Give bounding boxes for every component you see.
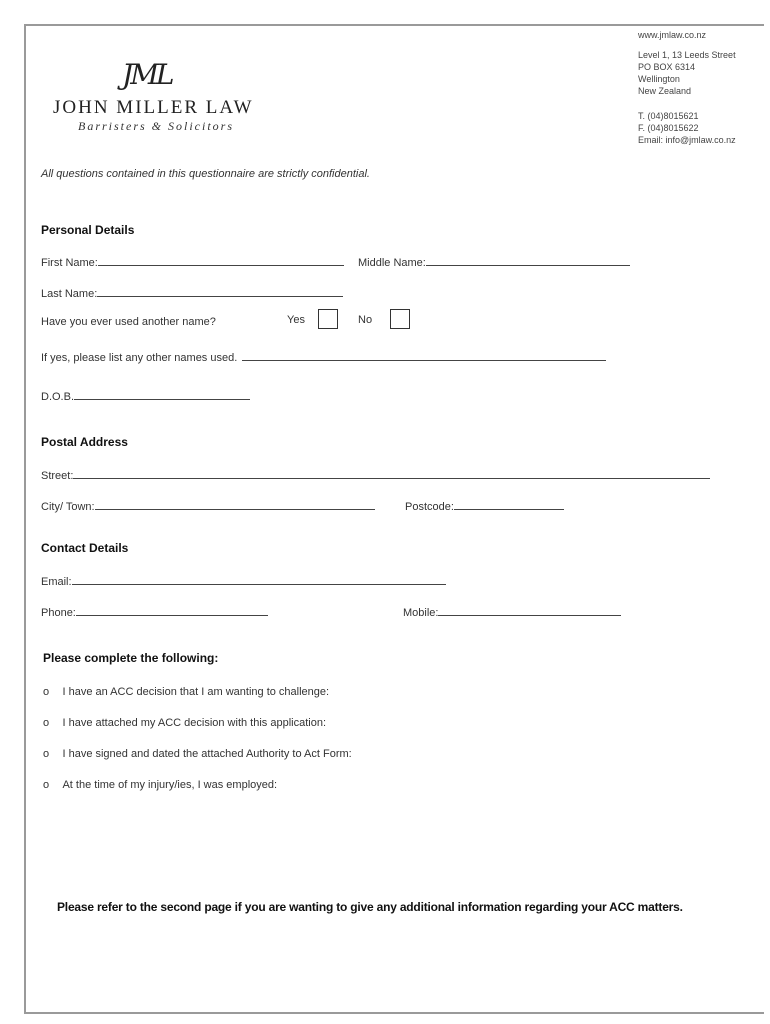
mobile-label: Mobile: [403, 607, 439, 619]
email-text: Email: info@jmlaw.co.nz [638, 135, 736, 145]
city-line[interactable] [95, 499, 375, 510]
section-heading-personal: Personal Details [41, 223, 135, 237]
website-text: www.jmlaw.co.nz [638, 30, 707, 40]
no-checkbox[interactable] [390, 309, 410, 329]
city-label: City/ Town: [41, 501, 95, 513]
other-names-line[interactable] [242, 350, 606, 361]
address-line: New Zealand [638, 86, 692, 96]
checklist-bullet: o [43, 686, 50, 698]
footer-note: Please refer to the second page if you are wanting to give any additional information regarding your ACC matters. [57, 900, 683, 914]
postcode-line[interactable] [454, 499, 564, 510]
phone-label: Phone: [41, 607, 76, 619]
checklist-bullet: o [43, 779, 50, 791]
address-line: Wellington [638, 74, 680, 84]
checklist-item[interactable] [43, 744, 352, 762]
address-line: PO BOX 6314 [638, 62, 696, 72]
first-name-label: First Name: [41, 257, 98, 269]
dob-field[interactable] [41, 387, 250, 405]
middle-name-field[interactable] [358, 253, 630, 271]
confidential-note: All questions contained in this questionnaire are strictly confidential. [41, 168, 370, 180]
firm-subtitle: Barristers & Solicitors [78, 119, 235, 133]
checklist-item-text: I have signed and dated the attached Authority to Act Form: [62, 748, 352, 760]
city-field[interactable] [41, 497, 375, 515]
first-name-field[interactable] [41, 253, 344, 271]
checklist-item[interactable] [43, 775, 277, 793]
checklist-item[interactable] [43, 682, 329, 700]
phone-line[interactable] [76, 605, 268, 616]
email-line[interactable] [72, 574, 446, 585]
yes-checkbox[interactable] [318, 309, 338, 329]
section-heading-postal: Postal Address [41, 435, 128, 449]
other-name-question: Have you ever used another name? [41, 316, 216, 328]
checklist-bullet: o [43, 717, 50, 729]
middle-name-line[interactable] [426, 255, 630, 266]
street-label: Street: [41, 470, 74, 482]
address-line: Level 1, 13 Leeds Street [638, 50, 736, 60]
firm-name: JOHN MILLER LAW [53, 97, 254, 118]
dob-line[interactable] [74, 389, 250, 400]
firm-logo-mark: JML [122, 58, 172, 91]
middle-name-label: Middle Name: [358, 257, 426, 269]
checklist-item-text: I have an ACC decision that I am wanting to challenge: [62, 686, 330, 698]
phone-field[interactable] [41, 603, 268, 621]
checklist-item-text: At the time of my injury/ies, I was employed: [62, 779, 278, 791]
first-name-line[interactable] [98, 255, 344, 266]
checklist-bullet: o [43, 748, 50, 760]
checklist-item[interactable] [43, 713, 326, 731]
last-name-label: Last Name: [41, 288, 98, 300]
mobile-field[interactable] [403, 603, 621, 621]
section-heading-checklist: Please complete the following: [43, 651, 219, 665]
email-field[interactable] [41, 572, 446, 590]
fax-text: F. (04)8015622 [638, 123, 699, 133]
last-name-line[interactable] [97, 286, 343, 297]
mobile-line[interactable] [438, 605, 621, 616]
street-line[interactable] [73, 468, 710, 479]
section-heading-contact: Contact Details [41, 541, 129, 555]
no-label: No [358, 314, 373, 326]
checklist-item-text: I have attached my ACC decision with this application: [62, 717, 326, 729]
phone-text: T. (04)8015621 [638, 111, 699, 121]
yes-label: Yes [287, 314, 305, 326]
dob-label: D.O.B. [41, 391, 75, 403]
postcode-field[interactable] [405, 497, 564, 515]
other-names-field[interactable] [41, 348, 606, 366]
other-names-label: If yes, please list any other names used. [41, 352, 238, 364]
street-field[interactable] [41, 466, 710, 484]
last-name-field[interactable] [41, 284, 343, 302]
email-label: Email: [41, 576, 72, 588]
postcode-label: Postcode: [405, 501, 454, 513]
